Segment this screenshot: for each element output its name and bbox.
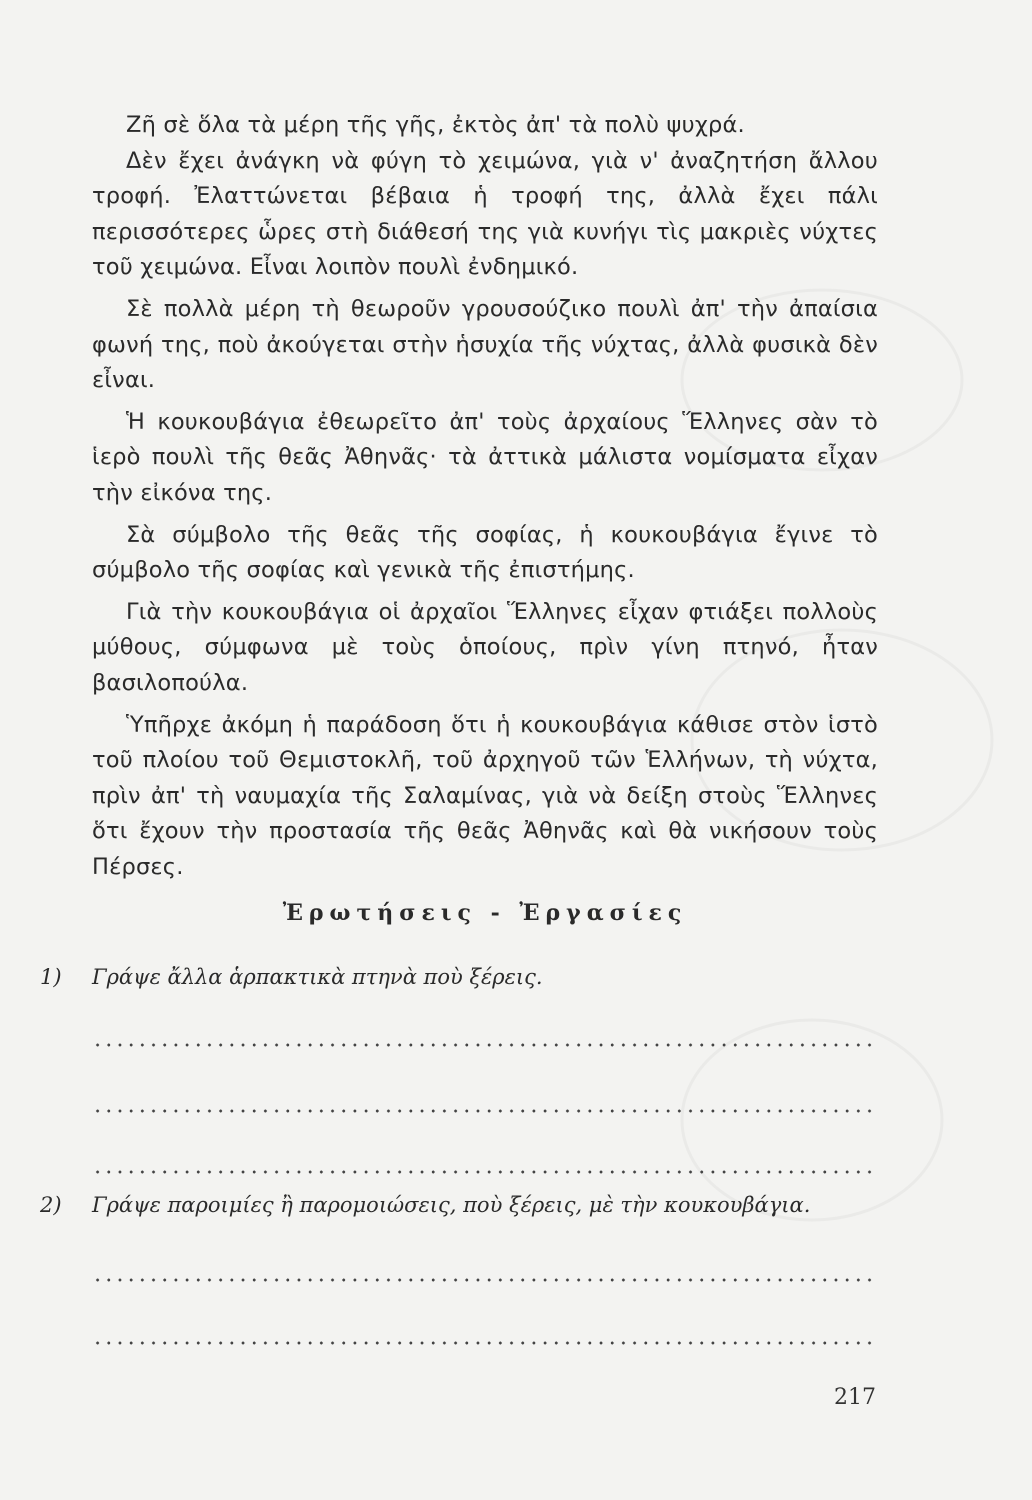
question-text: Γράψε παροιμίες ἢ παρομοιώσεις, ποὺ ξέρεις, μὲ τὴν κουκουβάγια. bbox=[92, 1193, 811, 1217]
page-number: 217 bbox=[834, 1385, 876, 1410]
paragraph: Δὲν ἔχει ἀνάγκη νὰ φύγη τὸ χειμώνα, γιὰ ν' ἀναζητήση ἄλλου τροφή. Ἐλαττώνεται βέβαια ἡ τροφή της, ἀλλὰ ἔχει πάλι περισσότερες ὧρες στὴ διάθεσή της γιὰ κυνήγι τὶς μακριὲς νύχτες τοῦ χειμώνα. Εἶναι λοιπὸν πουλὶ ἐνδημικό. bbox=[92, 147, 878, 281]
answer-line[interactable] bbox=[92, 1169, 876, 1175]
answer-line[interactable] bbox=[92, 1042, 876, 1048]
paragraph: Ζῆ σὲ ὅλα τὰ μέρη τῆς γῆς, ἐκτὸς ἀπ' τὰ πολὺ ψυχρά. bbox=[126, 112, 745, 138]
paragraph: Σὲ πολλὰ μέρη τὴ θεωροῦν γρουσούζικο πουλὶ ἀπ' τὴν ἀπαίσια φωνή της, ποὺ ἀκούγεται στὴν ἡσυχία τῆς νύχτας, ἀλλὰ φυσικὰ δὲν εἶναι. bbox=[92, 295, 878, 394]
paragraph: Γιὰ τὴν κουκουβάγια οἱ ἀρχαῖοι Ἕλληνες εἶχαν φτιάξει πολλοὺς μύθους, σύμφωνα μὲ τοὺς ὁποίους, πρὶν γίνη πτηνό, ἦταν βασιλοπούλα. bbox=[92, 598, 878, 696]
body-text bbox=[92, 108, 878, 891]
section-heading: Ἐρωτήσεις - Ἐργασίες bbox=[282, 900, 688, 926]
answer-line[interactable] bbox=[92, 1340, 876, 1346]
answer-line[interactable] bbox=[92, 1108, 876, 1114]
paragraph: Ὑπῆρχε ἀκόμη ἡ παράδοση ὅτι ἡ κουκουβάγια κάθισε στὸν ἱστὸ τοῦ πλοίου τοῦ Θεμιστοκλῆ, τοῦ ἀρχηγοῦ τῶν Ἑλλήνων, τὴ νύχτα, πρὶν ἀπ' τὴ ναυμαχία τῆς Σαλαμίνας, γιὰ νὰ δείξη στοὺς Ἕλληνες ὅτι ἔχουν τὴν προστασία τῆς θεᾶς Ἀθηνᾶς καὶ θὰ νικήσουν τοὺς Πέρσες. bbox=[92, 711, 878, 880]
question-1 bbox=[40, 965, 543, 989]
paragraph: Ἡ κουκουβάγια ἐθεωρεῖτο ἀπ' τοὺς ἀρχαίους Ἕλληνες σὰν τὸ ἱερὸ πουλὶ τῆς θεᾶς Ἀθηνᾶς· τὰ ἀττικὰ μάλιστα νομίσματα εἶχαν τὴν εἰκόνα της. bbox=[92, 408, 878, 506]
question-number: 1) bbox=[40, 965, 62, 989]
answer-line[interactable] bbox=[92, 1277, 876, 1283]
question-text: Γράψε ἄλλα ἁρπακτικὰ πτηνὰ ποὺ ξέρεις. bbox=[92, 965, 543, 989]
question-2 bbox=[40, 1193, 810, 1217]
paragraph: Σὰ σύμβολο τῆς θεᾶς τῆς σοφίας, ἡ κουκουβάγια ἔγινε τὸ σύμβολο τῆς σοφίας καὶ γενικὰ τῆς ἐπιστήμης. bbox=[92, 521, 878, 584]
question-number: 2) bbox=[40, 1193, 62, 1217]
